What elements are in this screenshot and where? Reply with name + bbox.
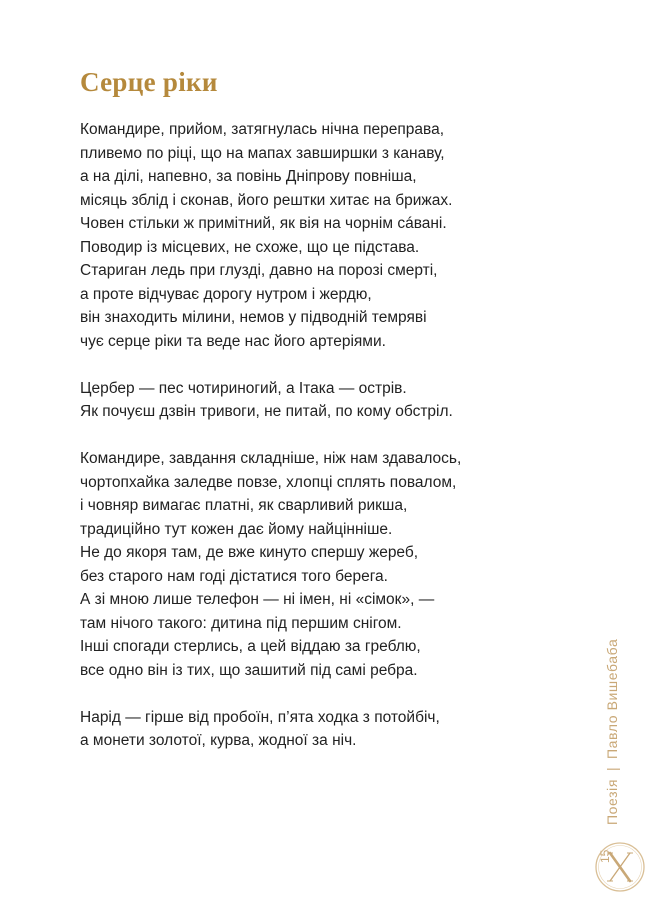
page-number: 15 xyxy=(598,849,612,863)
poem-line: Командире, прийом, затягнулась нічна переправа, xyxy=(80,121,445,138)
poem-line: а проте відчуває дорогу нутром і жердю, xyxy=(80,285,372,303)
poem-line: місяць зблід і сконав, його рештки хитає на брижах. xyxy=(80,191,453,209)
running-head-author: Павло Вишебаба xyxy=(604,638,620,759)
poem-line: там нічого такого: дитина під першим снігом. xyxy=(80,614,402,632)
poem-line: а монети золотої, курва, жодної за ніч. xyxy=(80,732,357,749)
poem-line: Човен стільки ж примітний, як вія на чорнім сáвані. xyxy=(80,215,447,232)
poem-line: Поводир із місцевих, не схоже, що це підстава. xyxy=(80,238,420,256)
poem-line: без старого нам годі дістатися того берега. xyxy=(80,567,388,585)
poem-line: все одно він із тих, що зашитий під самі ребра. xyxy=(80,661,418,679)
poem-line: він знаходить мілини, немов у підводній темряві xyxy=(80,309,427,326)
stanza-4 xyxy=(80,706,520,753)
stanza-2 xyxy=(80,377,520,424)
running-head xyxy=(601,603,623,825)
poem-line: і човняр вимагає платні, як сварливий рикша, xyxy=(80,497,408,514)
poem-line: чортопхайка заледве повзе, хлопці сплять повалом, xyxy=(80,473,457,491)
poem-line: чує серце ріки та веде нас його артеріями. xyxy=(80,332,386,350)
poem-line: традиційно тут кожен дає йому найцінніше. xyxy=(80,520,393,538)
stanza-3 xyxy=(80,447,520,682)
poem-line: Стариган ледь при глузді, давно на порозі смерті, xyxy=(80,262,438,279)
poem-line: а на ділі, напевно, за повінь Дніпрову повніша, xyxy=(80,168,417,185)
poem-line: Не до якоря там, де вже кинуто спершу жереб, xyxy=(80,544,419,561)
poem-line: Командире, завдання складніше, ніж нам здавалось, xyxy=(80,450,462,467)
poem-body xyxy=(80,118,520,776)
poem-line: пливемо по ріці, що на мапах завширшки з канаву, xyxy=(80,144,445,162)
poem-line: Нарід — гірше від пробоїн, п’ята ходка з потойбіч, xyxy=(80,708,440,726)
page-title: Серце ріки xyxy=(80,67,218,97)
poem-line: Цербер — пес чотириногий, а Ітака — острів. xyxy=(80,379,407,397)
poem-line: А зі мною лише телефон — ні імен, ні «сімок», — xyxy=(80,591,435,608)
running-head-separator: | xyxy=(604,766,620,771)
poem-line: Як почуєш дзвін тривоги, не питай, по кому обстріл. xyxy=(80,403,453,420)
running-head-section: Поезія xyxy=(604,778,620,825)
poem-line: Інші спогади стерлись, а цей віддаю за греблю, xyxy=(80,638,421,655)
stanza-1 xyxy=(80,118,520,353)
